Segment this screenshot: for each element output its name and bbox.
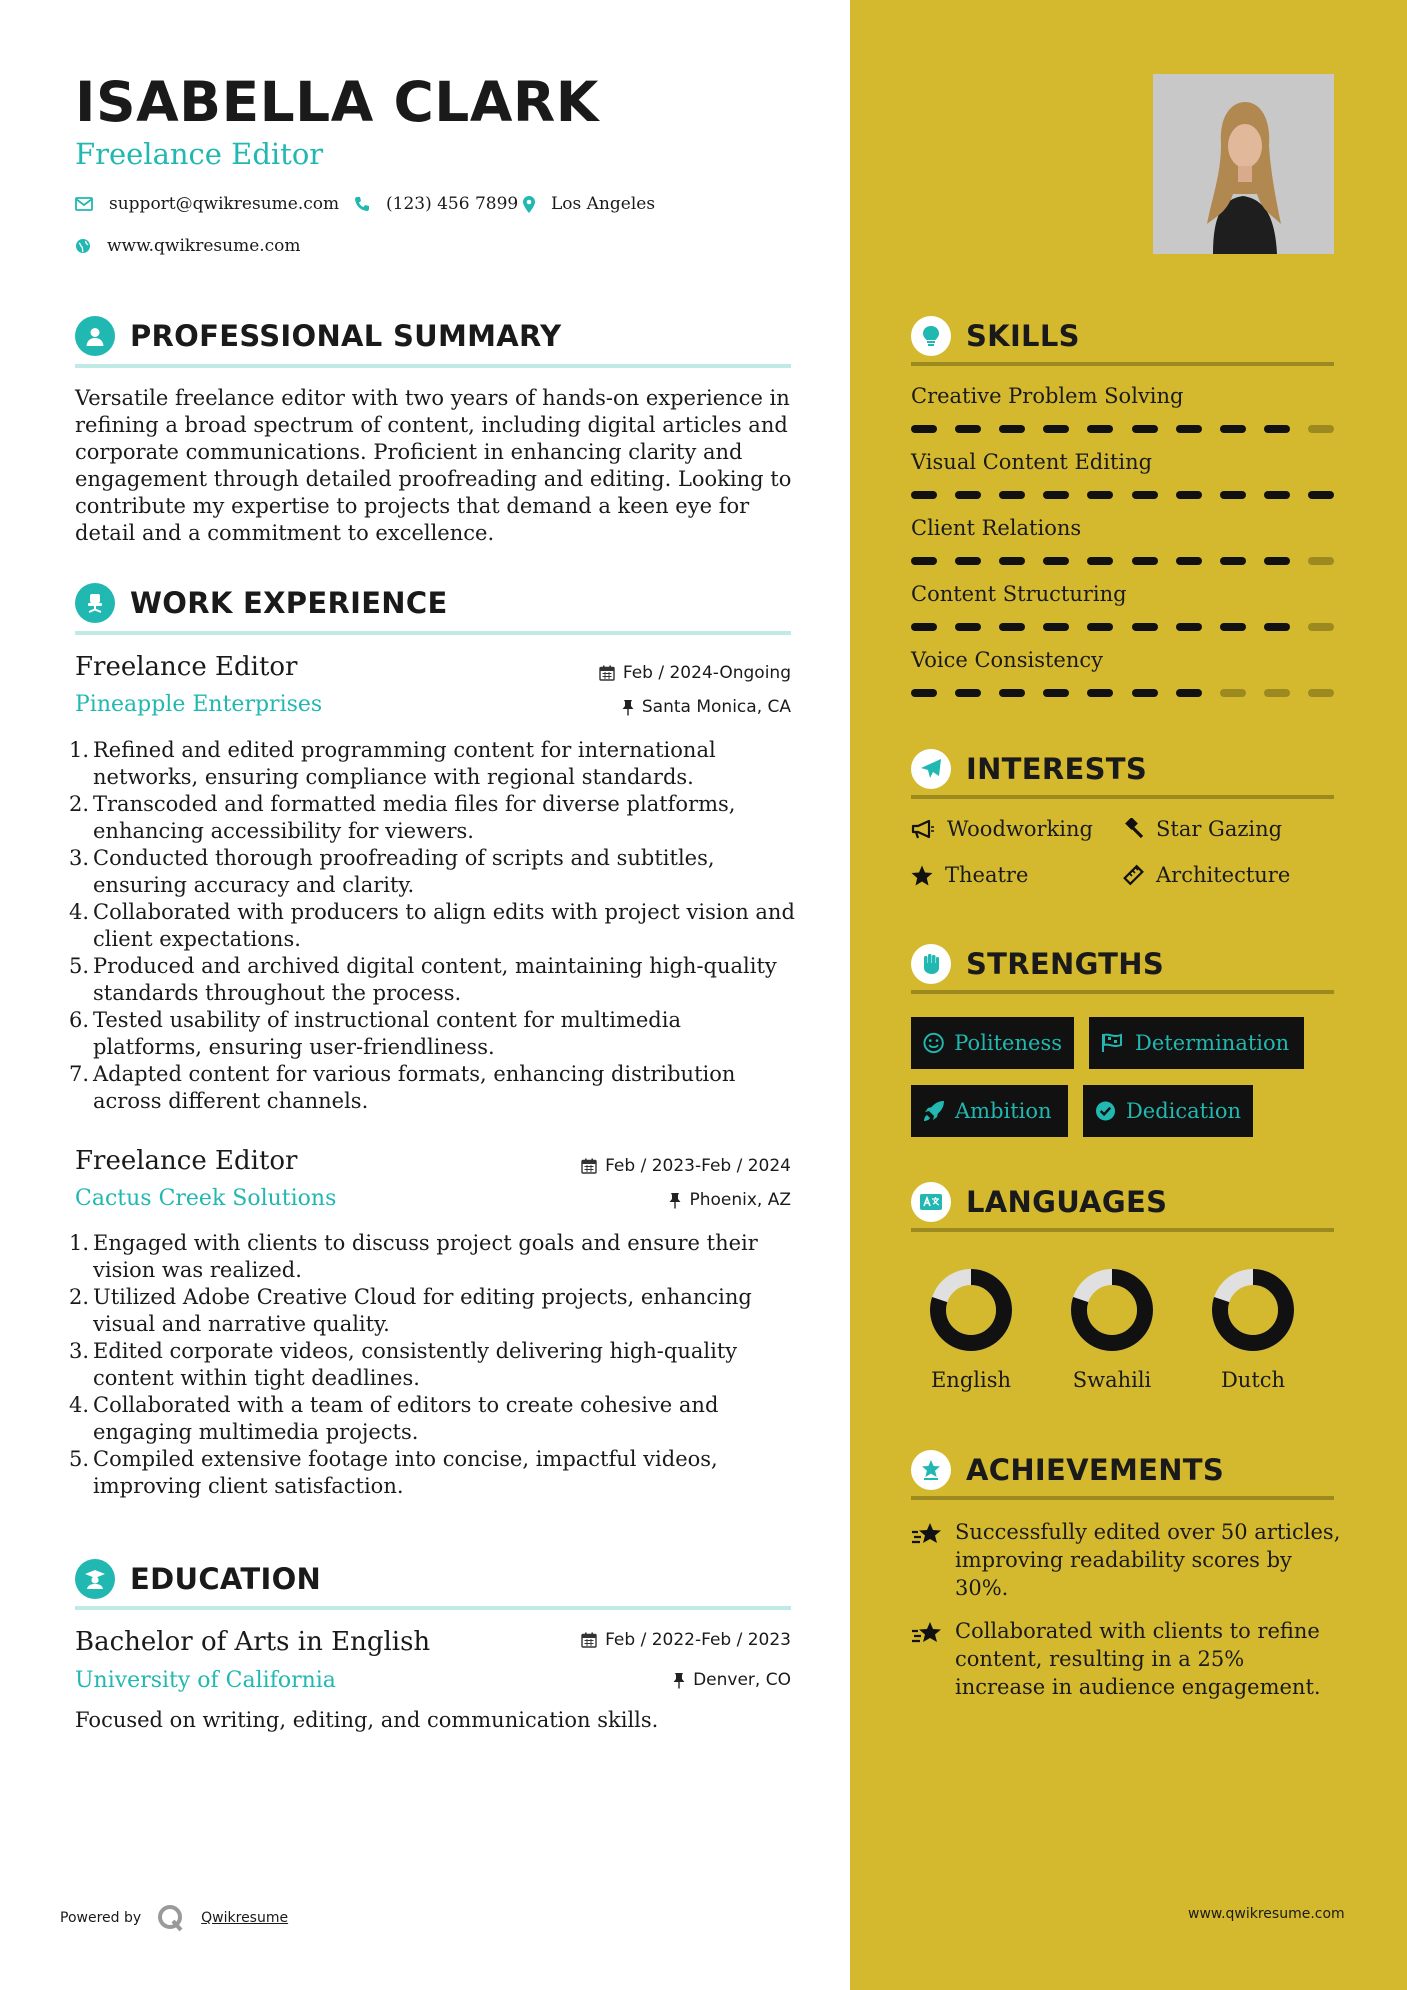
language-donut-english <box>938 1277 1004 1343</box>
interests-heading: INTERESTS <box>966 752 1148 786</box>
job-1-dates-text: Feb / 2024-Ongoing <box>622 663 791 683</box>
skill-dash-filled <box>1176 557 1202 565</box>
skill-dash-filled <box>1043 491 1069 499</box>
education-description: Focused on writing, editing, and communication skills. <box>75 1708 659 1732</box>
skill-dash-filled <box>911 689 937 697</box>
list-item: 1. Refined and edited programming content for international networks, ensuring compliance with regional standards. <box>69 738 716 789</box>
skill-dash-filled <box>999 623 1025 631</box>
candidate-name: ISABELLA CLARK <box>75 70 599 134</box>
skill-dash-filled <box>1087 425 1113 433</box>
contact-email[interactable] <box>75 194 339 214</box>
languages-section-header <box>911 1182 1167 1222</box>
list-item: 3. Edited corporate videos, consistently delivering high-quality content within tight deadlines. <box>69 1339 738 1390</box>
skill-dash-filled <box>955 689 981 697</box>
paper-plane-icon <box>911 749 951 789</box>
list-item: 2. Transcoded and formatted media files for diverse platforms, enhancing accessibility for viewers. <box>69 792 736 843</box>
calendar-icon <box>581 1632 597 1648</box>
skill-bar-1 <box>911 425 1334 433</box>
skill-dash-filled <box>999 425 1025 433</box>
skill-dash-filled <box>1308 491 1334 499</box>
phone-icon <box>354 196 370 212</box>
experience-divider <box>75 631 791 635</box>
strength-label-3: Ambition <box>955 1099 1052 1123</box>
user-icon <box>75 316 115 356</box>
skill-name-2: Visual Content Editing <box>911 450 1153 474</box>
skill-dash-filled <box>1132 623 1158 631</box>
language-icon <box>911 1182 951 1222</box>
job-1-title: Freelance Editor <box>75 652 298 682</box>
contact-phone[interactable] <box>354 194 518 214</box>
strength-chip-4 <box>1083 1085 1253 1137</box>
skill-dash-filled <box>999 689 1025 697</box>
shooting-star-icon <box>911 1621 943 1647</box>
interest-label-2: Star Gazing <box>1156 817 1283 841</box>
shooting-star-icon <box>911 1522 943 1548</box>
pushpin-icon <box>669 1192 681 1209</box>
skill-name-1: Creative Problem Solving <box>911 384 1184 408</box>
calendar-icon <box>581 1158 597 1174</box>
interest-item-4 <box>1122 863 1290 887</box>
strength-label-1: Politeness <box>954 1031 1062 1055</box>
sidebar <box>850 0 1407 1990</box>
skill-dash-filled <box>1264 425 1290 433</box>
job-2-dates-text: Feb / 2023-Feb / 2024 <box>605 1156 791 1176</box>
education-dates-text: Feb / 2022-Feb / 2023 <box>605 1630 791 1650</box>
skill-dash-filled <box>1176 425 1202 433</box>
skill-dash-filled <box>1043 425 1069 433</box>
skill-dash-filled <box>1220 491 1246 499</box>
skill-dash-filled <box>955 623 981 631</box>
graduate-icon <box>75 1559 115 1599</box>
skill-dash-filled <box>1087 623 1113 631</box>
skill-bar-3 <box>911 557 1334 565</box>
job-2-dates <box>581 1156 791 1176</box>
interest-label-1: Woodworking <box>947 817 1093 841</box>
megaphone-icon <box>911 819 935 839</box>
summary-section-header <box>75 316 561 356</box>
skill-bar-5 <box>911 689 1334 697</box>
skill-name-3: Client Relations <box>911 516 1082 540</box>
fist-icon <box>911 944 951 984</box>
list-item: 4. Collaborated with a team of editors to create cohesive and engaging multimedia projects. <box>69 1393 719 1444</box>
skill-dash-filled <box>1087 557 1113 565</box>
lightbulb-icon <box>911 316 951 356</box>
summary-heading: PROFESSIONAL SUMMARY <box>130 319 562 353</box>
skill-dash-empty <box>1308 557 1334 565</box>
skill-dash-filled <box>1176 623 1202 631</box>
education-section-header <box>75 1559 321 1599</box>
medal-star-icon <box>911 1450 951 1490</box>
experience-heading: WORK EXPERIENCE <box>130 586 448 620</box>
job-title-header: Freelance Editor <box>75 137 324 171</box>
phone-text: (123) 456 7899 <box>386 194 519 214</box>
skill-bar-2 <box>911 491 1334 499</box>
interest-item-2 <box>1122 817 1282 841</box>
profile-photo <box>1153 74 1334 254</box>
contact-website[interactable] <box>75 236 301 256</box>
globe-icon <box>75 238 91 254</box>
map-pin-icon <box>523 196 535 213</box>
strengths-divider <box>911 990 1334 994</box>
pushpin-icon <box>673 1672 685 1689</box>
calendar-icon <box>599 665 615 681</box>
language-donut-dutch <box>1220 1277 1286 1343</box>
strengths-heading: STRENGTHS <box>966 947 1165 981</box>
achievements-heading: ACHIEVEMENTS <box>966 1453 1225 1487</box>
skill-dash-filled <box>1043 623 1069 631</box>
list-item: 6. Tested usability of instructional content for multimedia platforms, ensuring user-friendliness. <box>69 1008 681 1059</box>
job-1-company: Pineapple Enterprises <box>75 692 323 717</box>
skill-dash-filled <box>1264 557 1290 565</box>
achievement-item-1 <box>911 1518 1341 1602</box>
skill-dash-filled <box>1220 557 1246 565</box>
list-item: 2. Utilized Adobe Creative Cloud for editing projects, enhancing visual and narrative quality. <box>69 1285 752 1336</box>
achievements-section-header <box>911 1450 1224 1490</box>
education-location-text: Denver, CO <box>693 1670 791 1690</box>
skill-dash-filled <box>1176 689 1202 697</box>
list-item: 7. Adapted content for various formats, enhancing distribution across different channels. <box>69 1062 736 1113</box>
envelope-icon <box>75 197 93 211</box>
rocket-icon <box>923 1100 945 1122</box>
interest-label-3: Theatre <box>945 863 1029 887</box>
education-dates <box>581 1630 791 1650</box>
job-1-dates <box>599 663 791 683</box>
skills-divider <box>911 362 1334 366</box>
list-item: 3. Conducted thorough proofreading of scripts and subtitles, ensuring accuracy and clarity. <box>69 846 715 897</box>
education-heading: EDUCATION <box>130 1562 322 1596</box>
interests-section-header <box>911 749 1147 789</box>
skill-dash-filled <box>955 557 981 565</box>
language-label-3: Dutch <box>1220 1368 1286 1392</box>
education-divider <box>75 1606 791 1610</box>
job-2-location <box>669 1190 791 1210</box>
skill-dash-filled <box>1087 491 1113 499</box>
languages-heading: LANGUAGES <box>966 1185 1168 1219</box>
skill-dash-filled <box>1264 623 1290 631</box>
language-label-1: English <box>930 1368 1012 1392</box>
powered-by <box>60 1903 288 1933</box>
summary-divider <box>75 364 791 368</box>
experience-section-header <box>75 583 448 623</box>
job-1-location-text: Santa Monica, CA <box>641 697 791 717</box>
website-text: www.qwikresume.com <box>107 236 301 256</box>
strength-label-2: Determination <box>1135 1031 1290 1055</box>
strength-chip-1 <box>911 1017 1074 1069</box>
job-2-title: Freelance Editor <box>75 1146 298 1176</box>
skill-dash-filled <box>1220 425 1246 433</box>
degree-title: Bachelor of Arts in English <box>75 1627 431 1657</box>
job-1-location <box>622 697 791 717</box>
skill-dash-filled <box>1043 557 1069 565</box>
strength-chip-3 <box>911 1085 1068 1137</box>
interests-divider <box>911 795 1334 799</box>
skill-dash-empty <box>1220 689 1246 697</box>
location-text: Los Angeles <box>551 194 656 214</box>
skill-dash-filled <box>1132 425 1158 433</box>
qwikresume-logo-icon <box>155 1903 187 1933</box>
achievement-text-1: Successfully edited over 50 articles, improving readability scores by 30%. <box>955 1520 1341 1600</box>
list-item: 1. Engaged with clients to discuss project goals and ensure their vision was realized. <box>69 1231 758 1282</box>
achievement-item-2 <box>911 1617 1341 1701</box>
skill-dash-filled <box>955 425 981 433</box>
list-item: 5. Compiled extensive footage into concise, impactful videos, improving client satisfaction. <box>69 1447 718 1498</box>
skill-dash-empty <box>1308 689 1334 697</box>
skill-dash-filled <box>1043 689 1069 697</box>
education-location <box>673 1670 791 1690</box>
skill-dash-filled <box>1264 491 1290 499</box>
pushpin-icon <box>622 699 634 716</box>
smile-icon <box>923 1032 944 1054</box>
strength-label-4: Dedication <box>1125 1099 1241 1123</box>
skill-dash-filled <box>911 623 937 631</box>
skills-heading: SKILLS <box>966 319 1080 353</box>
skill-dash-filled <box>1176 491 1202 499</box>
job-2-location-text: Phoenix, AZ <box>689 1190 791 1210</box>
skill-dash-filled <box>911 425 937 433</box>
interest-item-3 <box>911 863 1028 887</box>
achievement-text-2: Collaborated with clients to refine content, resulting in a 25% increase in audience engagement. <box>955 1619 1321 1699</box>
skill-dash-empty <box>1308 623 1334 631</box>
contact-location <box>523 194 655 214</box>
interest-label-4: Architecture <box>1156 863 1291 887</box>
job-1-bullets <box>69 737 795 1115</box>
footer-website[interactable]: www.qwikresume.com <box>1188 1906 1345 1922</box>
skill-dash-filled <box>911 557 937 565</box>
summary-text: Versatile freelance editor with two years of hands-on experience in refining a broad spectrum of content, including digital articles and corporate communications. Proficient in enhancing clarity and engagement through detailed proofreading and editing. Looking to contribute my expertise to projects that demand a keen eye for detail and a commitment to excellence. <box>75 386 792 545</box>
skill-dash-filled <box>1132 557 1158 565</box>
job-2-bullets <box>69 1230 795 1500</box>
school-name: University of California <box>75 1668 336 1693</box>
achievements-divider <box>911 1496 1334 1500</box>
skill-name-4: Content Structuring <box>911 582 1127 606</box>
language-label-2: Swahili <box>1072 1368 1152 1392</box>
skill-dash-filled <box>1087 689 1113 697</box>
skill-dash-filled <box>999 491 1025 499</box>
language-donut-swahili <box>1079 1277 1145 1343</box>
skill-dash-filled <box>955 491 981 499</box>
list-item: 5. Produced and archived digital content, maintaining high-quality standards throughout the process. <box>69 954 777 1005</box>
skill-dash-filled <box>911 491 937 499</box>
languages-divider <box>911 1228 1334 1232</box>
skill-dash-filled <box>1132 689 1158 697</box>
skill-dash-filled <box>1132 491 1158 499</box>
skill-dash-filled <box>1220 623 1246 631</box>
skill-bar-4 <box>911 623 1334 631</box>
skill-name-5: Voice Consistency <box>911 648 1103 672</box>
ruler-icon <box>1122 864 1144 886</box>
skill-dash-empty <box>1308 425 1334 433</box>
list-item: 4. Collaborated with producers to align edits with project vision and client expectations. <box>69 900 795 951</box>
strength-chip-2 <box>1089 1017 1304 1069</box>
gavel-icon <box>1122 818 1144 840</box>
skill-dash-filled <box>999 557 1025 565</box>
powered-by-label: Powered by <box>60 1910 142 1926</box>
skill-dash-empty <box>1264 689 1290 697</box>
office-chair-icon <box>75 583 115 623</box>
interest-item-1 <box>911 817 1093 841</box>
language-donuts <box>911 1262 1341 1358</box>
strengths-section-header <box>911 944 1164 984</box>
job-2-company: Cactus Creek Solutions <box>75 1186 337 1211</box>
skills-section-header <box>911 316 1080 356</box>
email-text: support@qwikresume.com <box>109 194 340 214</box>
qwikresume-link[interactable]: Qwikresume <box>201 1910 289 1926</box>
flag-icon <box>1101 1033 1125 1053</box>
star-icon <box>911 865 933 886</box>
check-circle-icon <box>1095 1100 1116 1122</box>
